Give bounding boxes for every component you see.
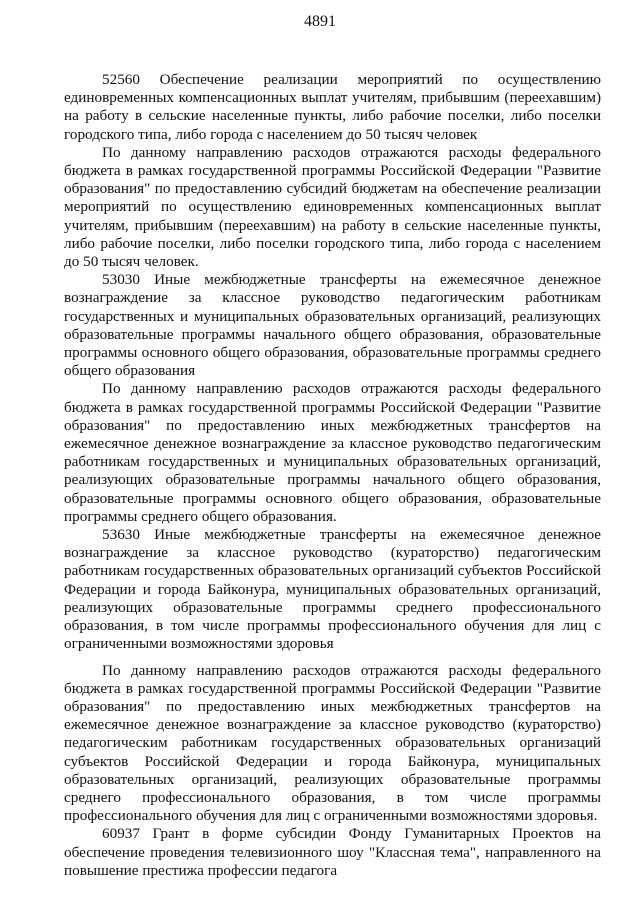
- paragraph-53030-heading: 53030 Иные межбюджетные трансферты на ежемесячное денежное вознаграждение за классное руководство педагогическим работникам государственных и муниципальных образовательных организаций, реализующих образовательные программы начального общего образования, образовательные программы основного общего образования, образовательные программы среднего общего образования: [64, 271, 601, 380]
- paragraph-53630-heading: 53630 Иные межбюджетные трансферты на ежемесячное денежное вознаграждение за классное руководство (кураторство) педагогическим работникам государственных образовательных организаций субъектов Российской Федерации и города Байконура, муниципальных образовательных организаций, реализующих образовательные программы среднего профессионального образования, в том числе программы профессионального обучения для лиц с ограниченными возможностями здоровья: [64, 526, 601, 653]
- paragraph-52560-heading: 52560 Обеспечение реализации мероприятий по осуществлению единовременных компенсационных выплат учителям, прибывшим (переехавшим) на работу в сельские населенные пункты, либо рабочие поселки, либо поселки городского типа, либо города с населением до 50 тысяч человек: [64, 71, 601, 143]
- page-number: 4891: [304, 13, 336, 30]
- paragraph-52560-description: По данному направлению расходов отражаются расходы федерального бюджета в рамках государственной программы Российской Федерации "Развитие образования" по предоставлению субсидий бюджетам на обеспечение реализации мероприятий по осуществлению единовременных компенсационных выплат учителям, прибывшим (переехавшим) на работу в сельские населенные пункты, либо рабочие поселки, либо поселки городского типа, либо города с населением до 50 тысяч человек.: [64, 143, 601, 271]
- document-body: [64, 71, 601, 880]
- paragraph-53630-description: По данному направлению расходов отражаются расходы федерального бюджета в рамках государственной программы Российской Федерации "Развитие образования" по предоставлению иных межбюджетных трансфертов на ежемесячное денежное вознаграждение за классное руководство (кураторство) педагогическим работникам государственных образовательных организаций субъектов Российской Федерации и города Байконура, муниципальных образовательных организаций, реализующих образовательные программы среднего профессионального образования, в том числе программы профессионального обучения для лиц с ограниченными возможностями здоровья.: [64, 661, 601, 825]
- paragraph-53030-description: По данному направлению расходов отражаются расходы федерального бюджета в рамках государственной программы Российской Федерации "Развитие образования" по предоставлению иных межбюджетных трансфертов на ежемесячное денежное вознаграждение за классное руководство педагогическим работникам государственных и муниципальных образовательных организаций, реализующих образовательные программы начального общего образования, образовательные программы основного общего образования, образовательные программы среднего общего образования.: [64, 380, 601, 525]
- paragraph-60937-heading: 60937 Грант в форме субсидии Фонду Гуманитарных Проектов на обеспечение проведения телевизионного шоу "Классная тема", направленного на повышение престижа профессии педагога: [64, 825, 601, 879]
